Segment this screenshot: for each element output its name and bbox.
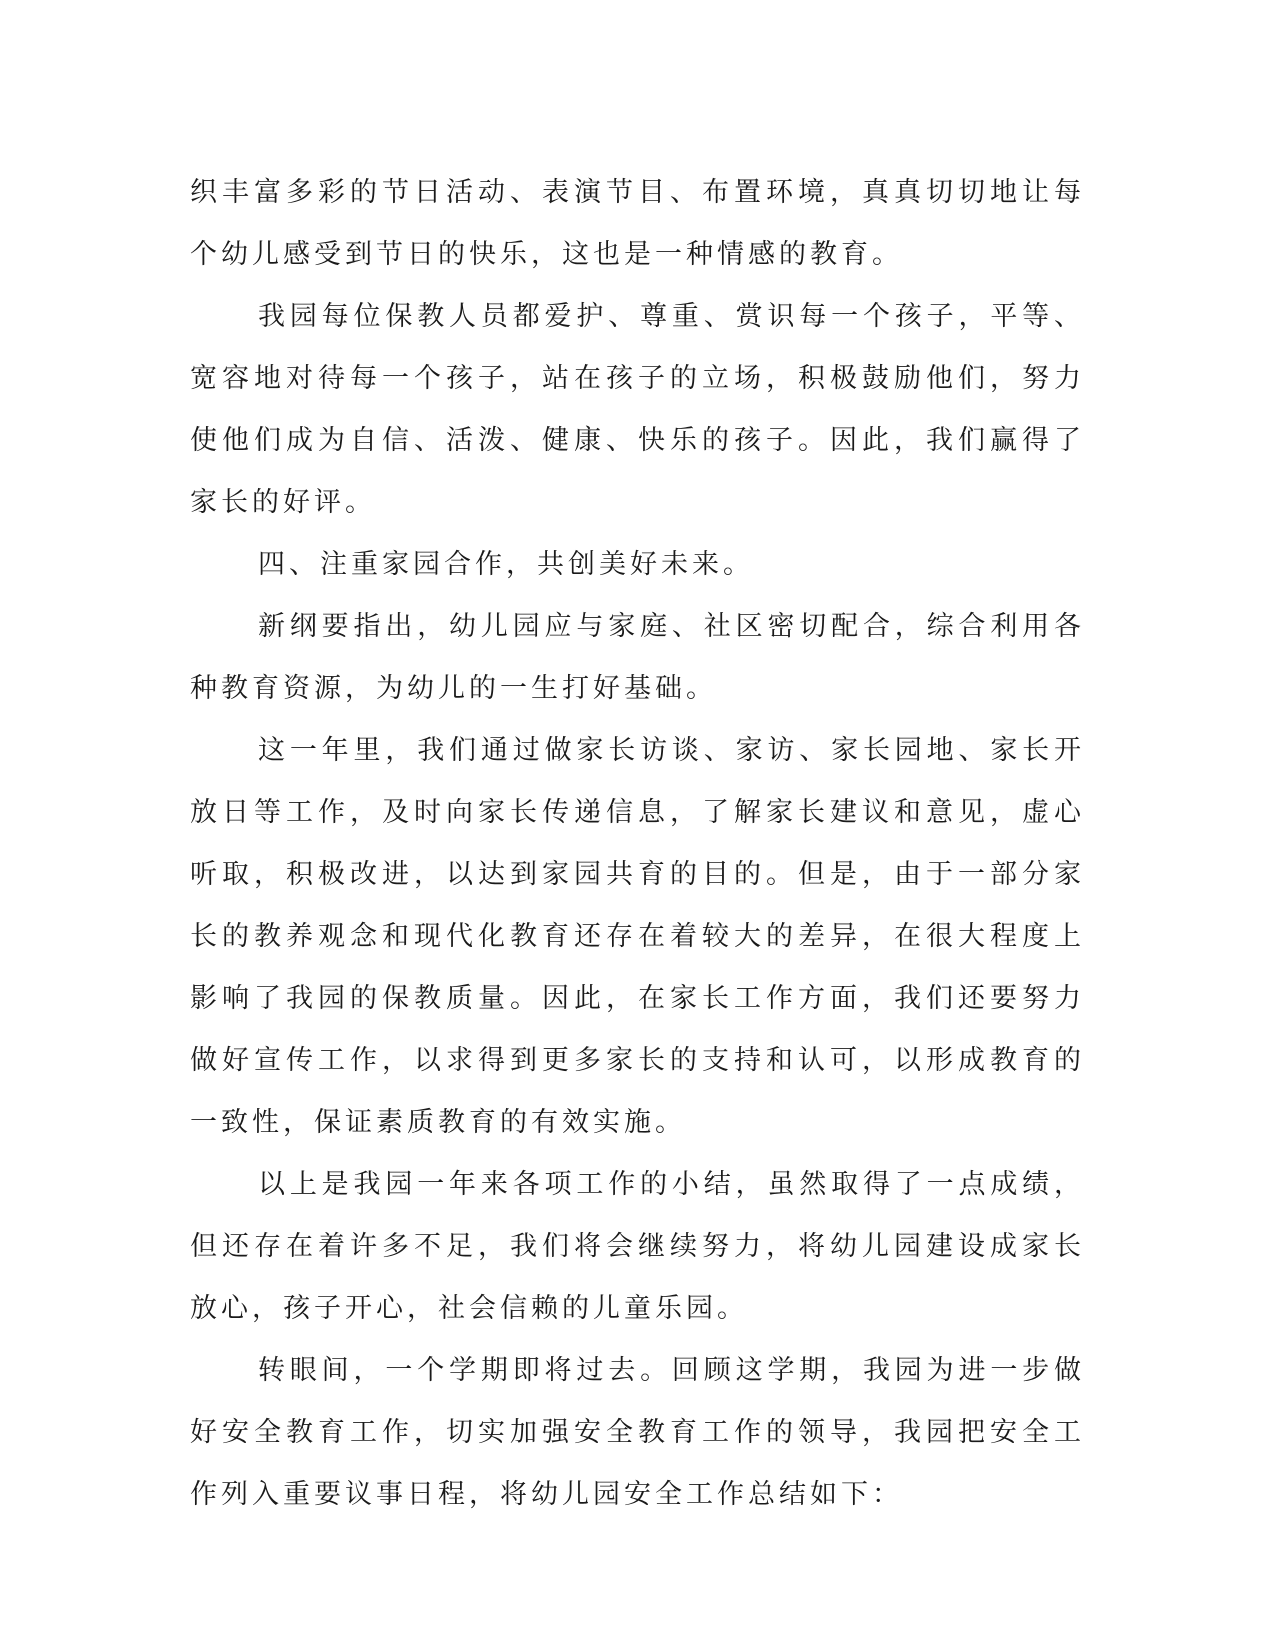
document-body (190, 162, 1085, 1526)
paragraph-safety-intro: 转眼间，一个学期即将过去。回顾这学期，我园为进一步做好安全教育工作，切实加强安全教育工作的领导，我园把安全工作列入重要议事日程，将幼儿园安全工作总结如下： (190, 1355, 1085, 1510)
paragraph-festival-activities: 织丰富多彩的节日活动、表演节目、布置环境，真真切切地让每个幼儿感受到节日的快乐，这也是一种情感的教育。 (190, 177, 1085, 270)
paragraph-staff-care: 我园每位保教人员都爱护、尊重、赏识每一个孩子，平等、宽容地对待每一个孩子，站在孩子的立场，积极鼓励他们，努力使他们成为自信、活泼、健康、快乐的孩子。因此，我们赢得了家长的好评。 (190, 301, 1085, 518)
paragraph-new-guidelines: 新纲要指出，幼儿园应与家庭、社区密切配合，综合利用各种教育资源，为幼儿的一生打好基础。 (190, 611, 1085, 704)
paragraph-parent-work: 这一年里，我们通过做家长访谈、家访、家长园地、家长开放日等工作，及时向家长传递信息，了解家长建议和意见，虚心听取，积极改进，以达到家园共育的目的。但是，由于一部分家长的教养观念和现代化教育还存在着较大的差异，在很大程度上影响了我园的保教质量。因此，在家长工作方面，我们还要努力做好宣传工作，以求得到更多家长的支持和认可，以形成教育的一致性，保证素质教育的有效实施。 (190, 735, 1085, 1138)
paragraph-year-summary: 以上是我园一年来各项工作的小结，虽然取得了一点成绩，但还存在着许多不足，我们将会继续努力，将幼儿园建设成家长放心，孩子开心，社会信赖的儿童乐园。 (190, 1169, 1085, 1324)
section-heading-home-school-cooperation: 四、注重家园合作，共创美好未来。 (258, 549, 754, 580)
